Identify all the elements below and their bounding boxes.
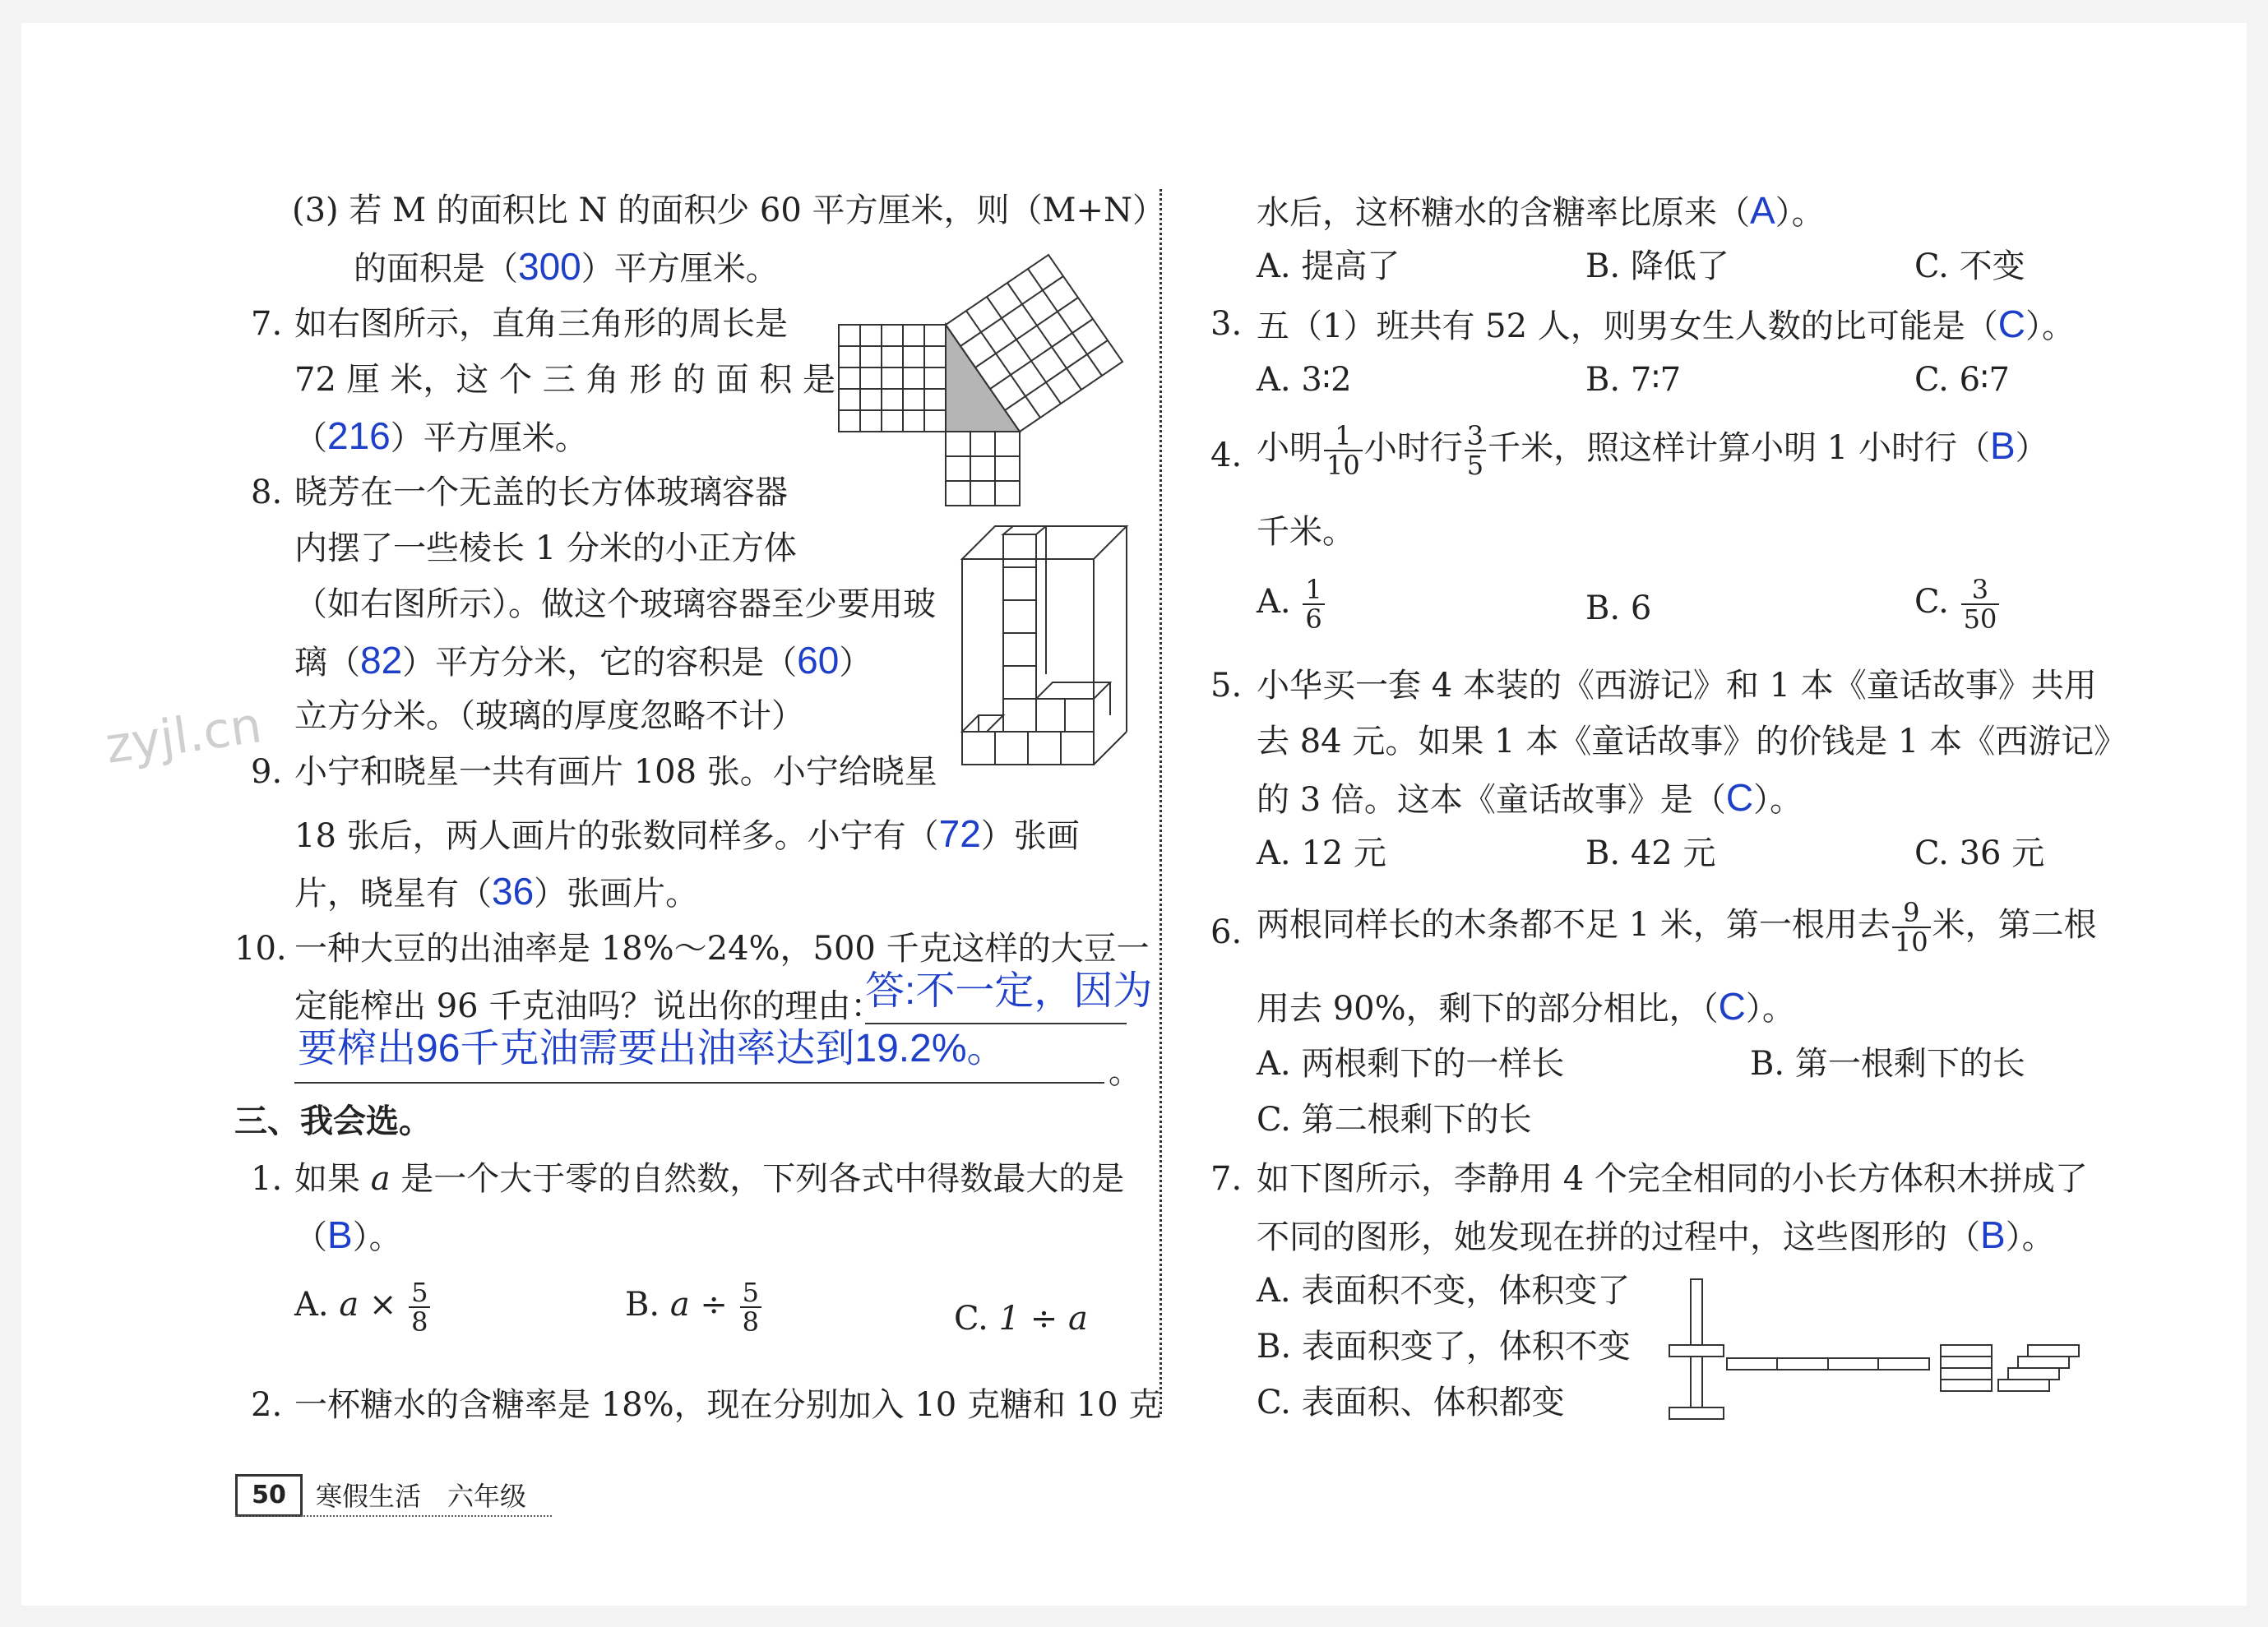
s1-line1: 如果 a 是一个大于零的自然数，下列各式中得数最大的是 (294, 1160, 1125, 1198)
answer-s6: C (1718, 985, 1746, 1028)
q8-line5: 立方分米。（玻璃的厚度忽略不计） (294, 697, 804, 735)
s5-number: 5. (1210, 667, 1243, 705)
s6-number: 6. (1210, 913, 1243, 951)
q9-line2: 18 张后，两人画片的张数同样多。小宁有（72）张画 (294, 812, 1080, 855)
q9-line1: 小宁和晓星一共有画片 108 张。小宁给晓星 (294, 753, 937, 791)
answer-s1: B (327, 1213, 353, 1256)
s1-option-a: A. a × $\frac{5}{8}$ (294, 1278, 432, 1336)
answer-s4: B (1989, 424, 2016, 467)
s4-option-c: C. $\frac{3}{50}$ (1914, 575, 2001, 633)
q7-number: 7. (251, 305, 283, 343)
s7-option-c: C. 表面积、体积都变 (1257, 1384, 1565, 1421)
s4-line1: 小明 $\frac{1}{10}$ 小时行 $\frac{3}{5}$ 千米，照这样计算小明 1 小时行（B） (1257, 420, 2048, 481)
answer-q8-area: 82 (360, 639, 403, 682)
q10-line1: 一种大豆的出油率是 18%～24%，500 千克这样的大豆一 (294, 930, 1150, 968)
glass-container-figure (962, 526, 1127, 765)
s6-line1: 两根同样长的木条都不足 1 米，第一根用去 $\frac{9}{10}$ 米，第二根 (1257, 897, 2097, 958)
s1-line2: （B）。 (294, 1213, 402, 1256)
book-title: 寒假生活 六年级 (316, 1481, 527, 1512)
right-triangle-squares-figure (839, 247, 1135, 510)
footer-dotted-line (235, 1515, 552, 1517)
answer-q9-ning: 72 (938, 812, 981, 855)
q8-line1: 晓芳在一个无盖的长方体玻璃容器 (294, 474, 788, 511)
s7-option-b: B. 表面积变了，体积不变 (1257, 1328, 1631, 1366)
q8-line4: 璃（82）平方分米，它的容积是（60） (294, 639, 872, 682)
q7-line1: 如右图所示，直角三角形的周长是 (294, 305, 788, 343)
q9-line3: 片，晓星有（36）张画片。 (294, 870, 699, 913)
q8-line3: （如右图所示）。做这个玻璃容器至少要用玻 (294, 585, 936, 623)
s6-line2: 用去 90%，剩下的部分相比，（C）。 (1257, 985, 1795, 1028)
column-divider (1159, 189, 1162, 1414)
s6-option-b: B. 第一根剩下的长 (1750, 1045, 2025, 1083)
q10-line2: 定能榨出 96 千克油吗？说出你的理由： (294, 987, 884, 1025)
s5-line1: 小华买一套 4 本装的《西游记》和 1 本《童话故事》共用 (1257, 667, 2097, 705)
q8-number: 8. (251, 474, 283, 511)
s2-option-a: A. 提高了 (1257, 247, 1400, 285)
s7-number: 7. (1210, 1160, 1243, 1198)
s7-line1: 如下图所示，李静用 4 个完全相同的小长方体积木拼成了 (1257, 1160, 2088, 1198)
s1-number: 1. (251, 1160, 283, 1198)
q7-line2: 72 厘 米，这 个 三 角 形 的 面 积 是 (294, 361, 836, 399)
s3-option-c: C. 6∶7 (1914, 361, 2010, 399)
s1-option-b: B. a ÷ $\frac{5}{8}$ (625, 1278, 763, 1336)
q7-line3: （216）平方厘米。 (294, 414, 588, 457)
answer-s5: C (1725, 776, 1754, 819)
block-arrangements-figure (1669, 1274, 2089, 1422)
s5-line3: 的 3 倍。这本《童话故事》是（C）。 (1257, 776, 1803, 819)
answer-underline (865, 1023, 1127, 1024)
s5-line2: 去 84 元。如果 1 本《童话故事》的价钱是 1 本《西游记》 (1257, 723, 2127, 760)
s2-line2: 水后，这杯糖水的含糖率比原来（A）。 (1257, 189, 1825, 232)
s3-option-b: B. 7∶7 (1585, 361, 1682, 399)
q9-number: 9. (251, 753, 283, 791)
s6-option-c: C. 第二根剩下的长 (1257, 1101, 1532, 1139)
watermark: zyjl.cn (102, 696, 266, 775)
s4-option-a: A. $\frac{1}{6}$ (1257, 575, 1326, 633)
answer-underline (294, 1082, 1104, 1084)
s4-option-b: B. 6 (1585, 589, 1652, 627)
s7-option-a: A. 表面积不变，体积变了 (1257, 1272, 1631, 1310)
q10-handwritten-answer-1: 答:不一定，因为 (865, 969, 1153, 1013)
answer-s3: C (1997, 303, 2026, 345)
s6-option-a: A. 两根剩下的一样长 (1257, 1045, 1565, 1083)
answer-s2: A (1750, 189, 1775, 232)
s3-line1: 五（1）班共有 52 人，则男女生人数的比可能是（C）。 (1257, 303, 2076, 345)
q6-3-line1: (3) 若 M 的面积比 N 的面积少 60 平方厘米，则（M+N） (292, 192, 1165, 229)
answer-q9-xing: 36 (492, 870, 535, 913)
answer-q6-3: 300 (518, 245, 581, 288)
s7-line2: 不同的图形，她发现在拼的过程中，这些图形的（B）。 (1257, 1213, 2055, 1256)
s2-option-c: C. 不变 (1914, 247, 2025, 285)
q10-number: 10. (234, 930, 287, 968)
answer-q7: 216 (327, 414, 391, 457)
answer-s7: B (1980, 1213, 2006, 1256)
s1-option-c: C. 1 ÷ a (954, 1300, 1088, 1338)
s5-option-b: B. 42 元 (1585, 834, 1716, 872)
s2-option-b: B. 降低了 (1585, 247, 1729, 285)
q10-handwritten-answer-2: 要榨出96千克油需要出油率达到19.2%。 (298, 1027, 1007, 1070)
s5-option-a: A. 12 元 (1257, 834, 1386, 872)
s4-line2: 千米。 (1257, 513, 1355, 551)
s3-number: 3. (1210, 305, 1243, 343)
s2-line1: 一杯糖水的含糖率是 18%，现在分别加入 10 克糖和 10 克 (294, 1386, 1162, 1424)
s4-number: 4. (1210, 437, 1243, 474)
q8-line2: 内摆了一些棱长 1 分米的小正方体 (294, 529, 797, 567)
section-3-heading: 三、我会选。 (234, 1102, 432, 1140)
s2-number: 2. (251, 1386, 283, 1424)
page-number: 50 (235, 1474, 303, 1517)
s5-option-c: C. 36 元 (1914, 834, 2045, 872)
q6-3-line2: 的面积是（300）平方厘米。 (354, 245, 779, 288)
s3-option-a: A. 3∶2 (1257, 361, 1352, 399)
answer-q8-volume: 60 (797, 639, 840, 682)
q10-end: 。 (1109, 1053, 1141, 1091)
